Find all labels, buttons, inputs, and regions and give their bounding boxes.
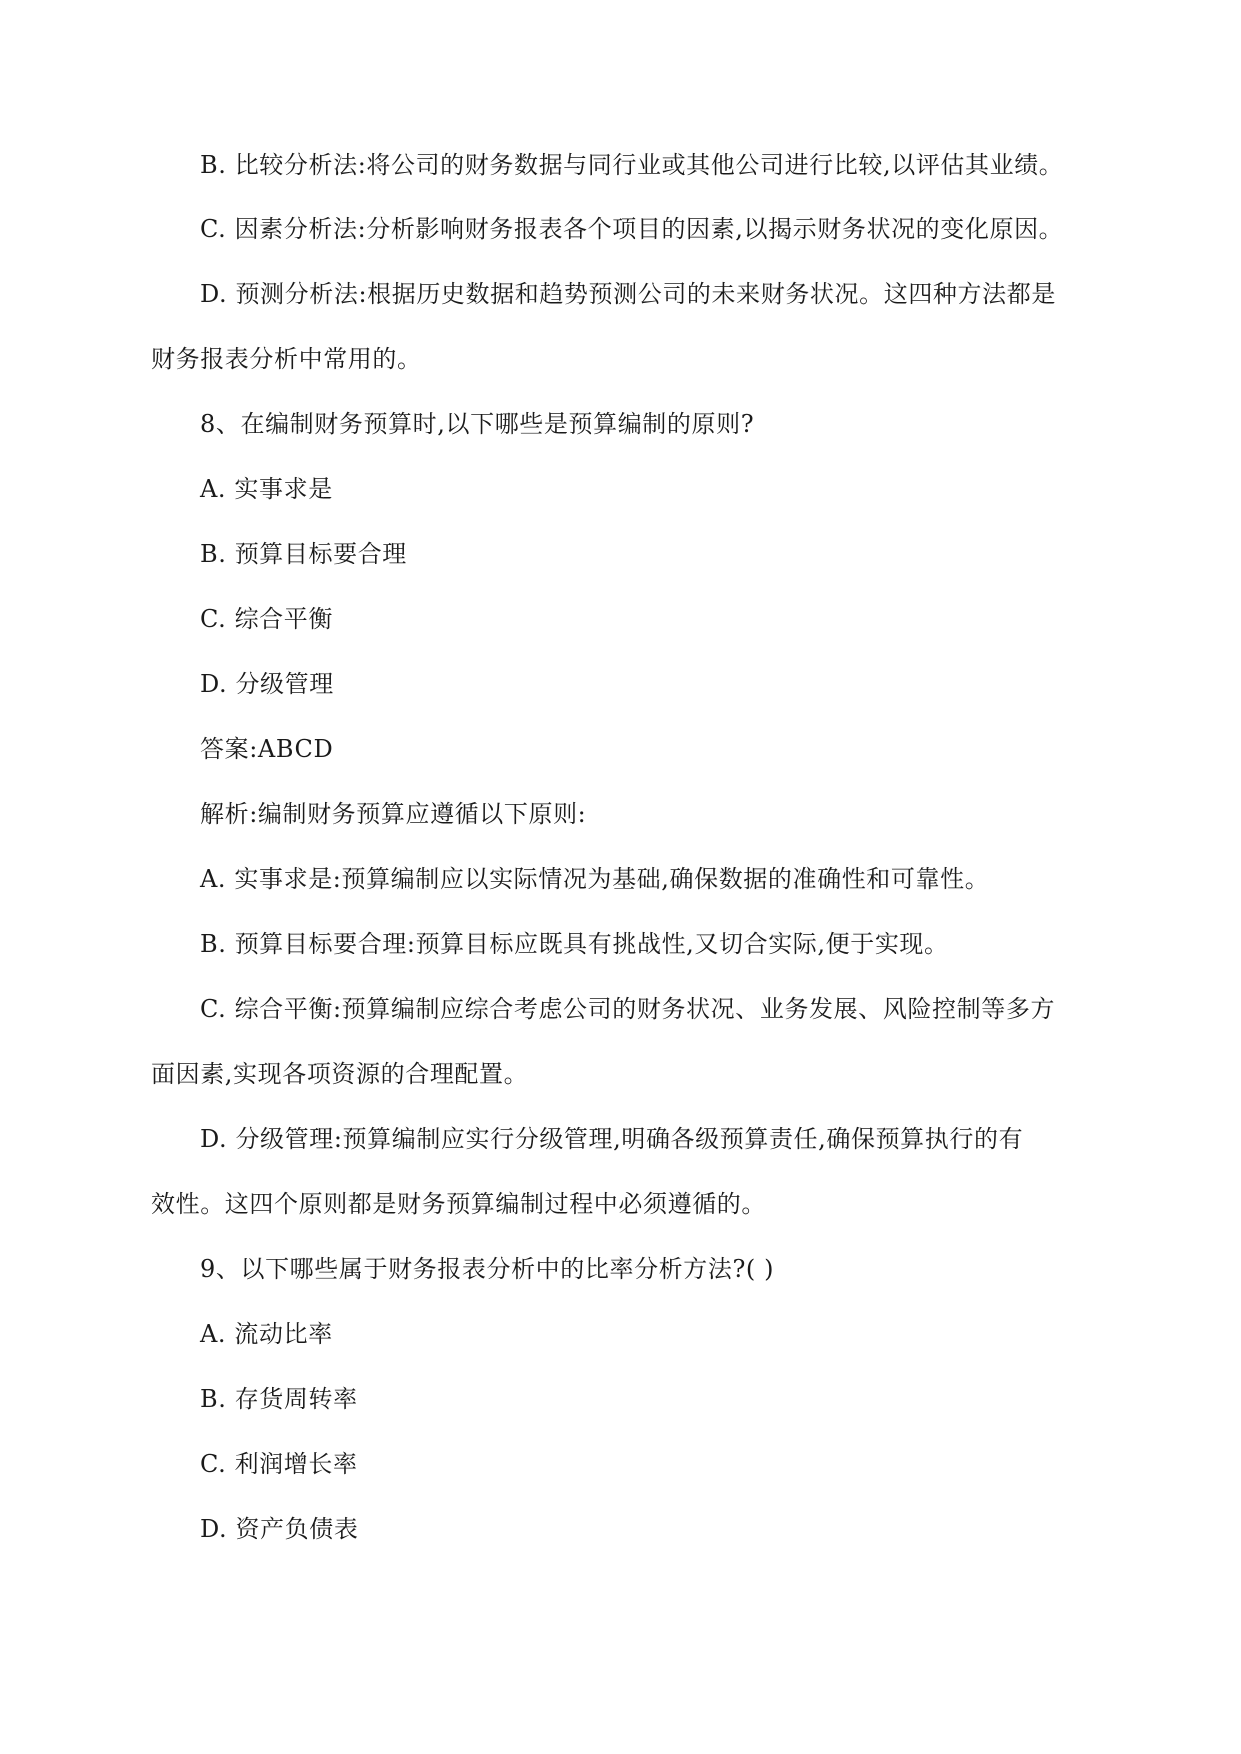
question-9: 9、以下哪些属于财务报表分析中的比率分析方法?( ) xyxy=(200,1255,775,1283)
q9-option-b: B. 存货周转率 xyxy=(200,1385,358,1413)
option-b-comparison-analysis: B. 比较分析法:将公司的财务数据与同行业或其他公司进行比较,以评估其业绩。 xyxy=(200,151,1064,179)
q8-explanation-a: A. 实事求是:预算编制应以实际情况为基础,确保数据的准确性和可靠性。 xyxy=(200,865,990,893)
q8-answer: 答案:ABCD xyxy=(200,735,334,763)
q9-option-c: C. 利润增长率 xyxy=(200,1450,358,1478)
q8-explanation-c-continuation: 面因素,实现各项资源的合理配置。 xyxy=(151,1060,529,1088)
option-d-forecast-analysis: D. 预测分析法:根据历史数据和趋势预测公司的未来财务状况。这四种方法都是 xyxy=(200,280,1056,308)
q8-explanation-b: B. 预算目标要合理:预算目标应既具有挑战性,又切合实际,便于实现。 xyxy=(200,930,949,958)
q9-option-d: D. 资产负债表 xyxy=(200,1515,359,1543)
q8-explanation-d-continuation: 效性。这四个原则都是财务预算编制过程中必须遵循的。 xyxy=(151,1190,766,1218)
q8-explanation-c: C. 综合平衡:预算编制应综合考虑公司的财务状况、业务发展、风险控制等多方 xyxy=(200,995,1056,1023)
question-8: 8、在编制财务预算时,以下哪些是预算编制的原则? xyxy=(200,410,755,438)
q8-option-d: D. 分级管理 xyxy=(200,670,334,698)
q8-option-b: B. 预算目标要合理 xyxy=(200,540,407,568)
q8-explanation-d: D. 分级管理:预算编制应实行分级管理,明确各级预算责任,确保预算执行的有 xyxy=(200,1125,1024,1153)
option-d-continuation: 财务报表分析中常用的。 xyxy=(151,345,422,373)
q8-option-c: C. 综合平衡 xyxy=(200,605,333,633)
q8-option-a: A. 实事求是 xyxy=(200,475,333,503)
option-c-factor-analysis: C. 因素分析法:分析影响财务报表各个项目的因素,以揭示财务状况的变化原因。 xyxy=(200,215,1064,243)
q8-explanation-heading: 解析:编制财务预算应遵循以下原则: xyxy=(200,800,587,828)
q9-option-a: A. 流动比率 xyxy=(200,1320,333,1348)
